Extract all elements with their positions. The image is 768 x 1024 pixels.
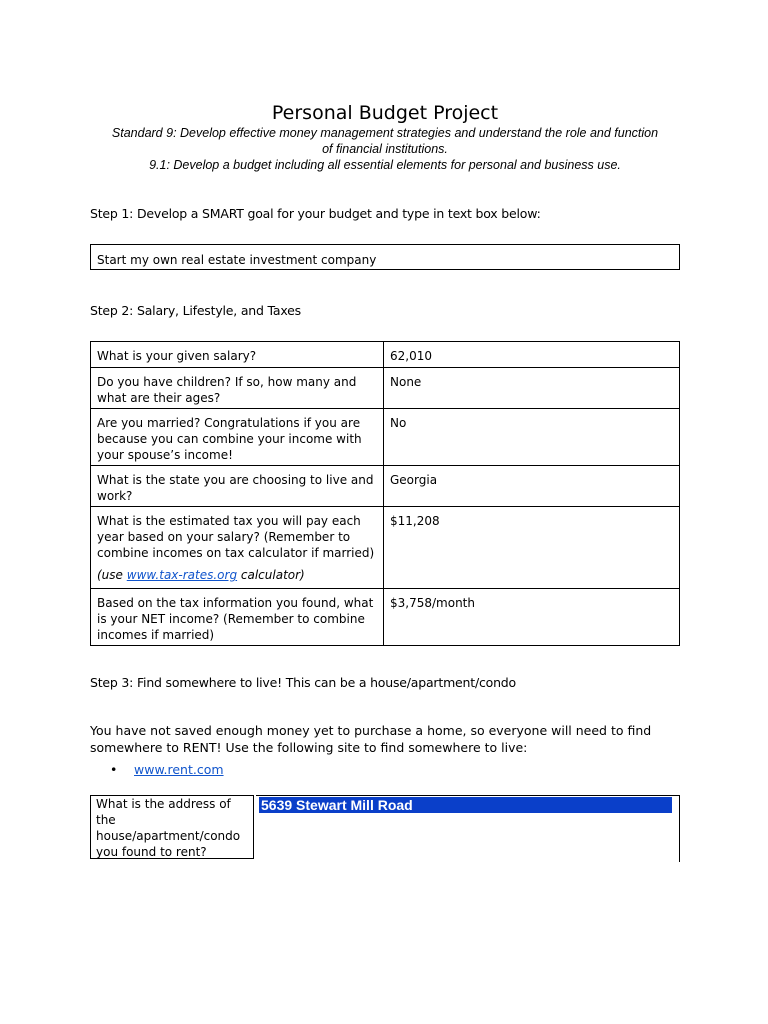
address-answer-cell[interactable] [256,795,680,862]
answer-cell[interactable]: $11,208 [384,507,680,589]
standard-line-3: 9.1: Develop a budget including all essential elements for personal and business use. [149,158,621,172]
step3-heading: Step 3: Find somewhere to live! This can be a house/apartment/condo [90,675,516,690]
standard-description [90,125,680,173]
table-row [91,466,680,507]
question-cell: What is the state you are choosing to live and work? [91,466,384,507]
answer-cell[interactable]: Georgia [384,466,680,507]
question-cell: Are you married? Congratulations if you are because you can combine your income with your spouse’s income! [91,409,384,466]
table-row [91,368,680,409]
salary-lifestyle-table [90,341,680,646]
table-row [91,409,680,466]
question-cell: Based on the tax information you found, what is your NET income? (Remember to combine incomes if married) [91,589,384,646]
address-answer-highlight: 5639 Stewart Mill Road [259,797,672,813]
rent-instructions: You have not saved enough money yet to purchase a home, so everyone will need to find somewhere to RENT! Use the following site to find somewhere to live: [90,723,652,755]
rent-com-link[interactable]: www.rent.com [134,762,224,777]
tax-note-suffix: calculator) [237,568,305,582]
question-cell [91,507,384,589]
question-cell: What is your given salary? [91,342,384,368]
tax-rates-link[interactable]: www.tax-rates.org [126,568,238,582]
table-row [91,589,680,646]
smart-goal-text: Start my own real estate investment company [97,253,377,267]
bullet-icon: • [110,762,118,777]
answer-cell[interactable]: No [384,409,680,466]
step1-heading: Step 1: Develop a SMART goal for your budget and type in text box below: [90,206,541,221]
standard-line-1: Standard 9: Develop effective money management strategies and understand the role and function [111,126,659,140]
table-row [91,342,680,368]
tax-note-prefix: (use [97,568,127,582]
table-row [91,507,680,589]
address-table [90,795,680,861]
answer-cell[interactable]: $3,758/month [384,589,680,646]
page-title: Personal Budget Project [271,102,499,124]
address-question-cell: What is the address of the house/apartment/condo you found to rent? [90,795,254,859]
answer-cell[interactable]: None [384,368,680,409]
standard-line-2: of financial institutions. [322,142,448,156]
step2-heading: Step 2: Salary, Lifestyle, and Taxes [90,303,301,318]
tax-calculator-note [97,567,377,583]
smart-goal-textbox[interactable] [90,244,680,270]
answer-cell[interactable]: 62,010 [384,342,680,368]
rent-link-bullet [110,762,224,777]
tax-question-text: What is the estimated tax you will pay each year based on your salary? (Remember to combine incomes on tax calculator if married) [97,514,375,560]
question-cell: Do you have children? If so, how many and what are their ages? [91,368,384,409]
